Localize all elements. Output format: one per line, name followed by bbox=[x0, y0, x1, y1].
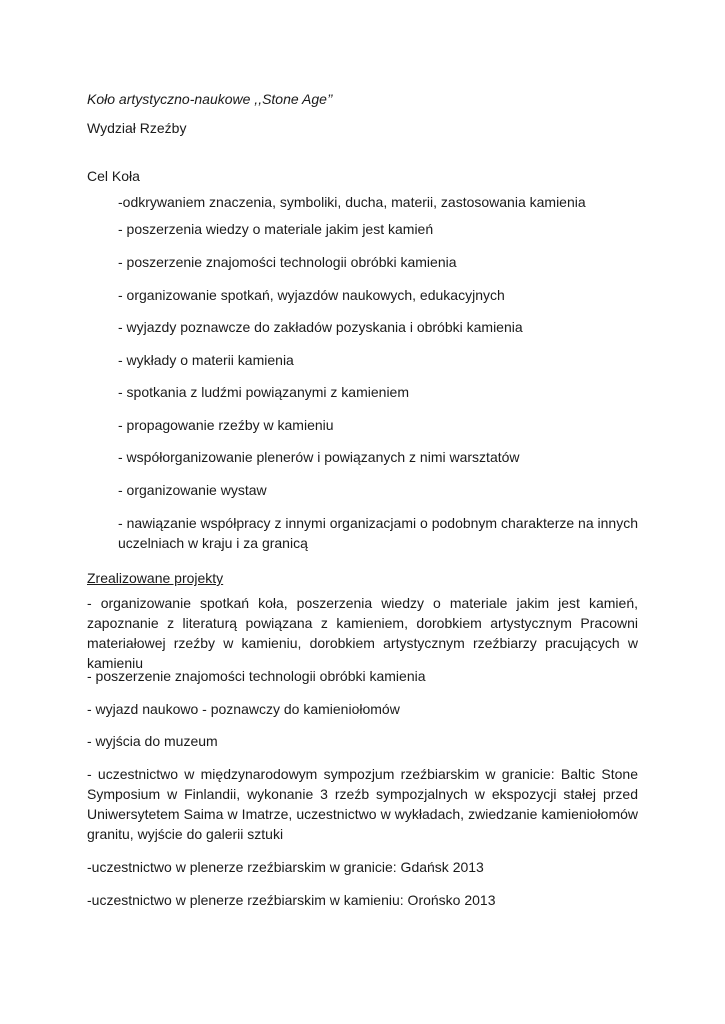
goal-item: - organizowanie spotkań, wyjazdów naukowych, edukacyjnych bbox=[118, 287, 505, 303]
goal-item: - wykłady o materii kamienia bbox=[118, 352, 294, 368]
goal-item: - poszerzenia wiedzy o materiale jakim jest kamień bbox=[118, 221, 434, 237]
goal-item: - nawiązanie współpracy z innymi organizacjami o podobnym charakterze na innych uczelniach w kraju i za granicą bbox=[118, 515, 638, 551]
projects-heading: Zrealizowane projekty bbox=[87, 570, 224, 586]
faculty-name: Wydział Rzeźby bbox=[87, 120, 187, 136]
goals-heading: Cel Koła bbox=[87, 168, 140, 184]
project-item: - poszerzenie znajomości technologii obróbki kamienia bbox=[87, 668, 426, 684]
goal-item: -odkrywaniem znaczenia, symboliki, ducha, materii, zastosowania kamienia bbox=[118, 194, 586, 210]
goal-item: - propagowanie rzeźby w kamieniu bbox=[118, 417, 334, 433]
document-title: Koło artystyczno-naukowe ,,Stone Age’’ bbox=[87, 91, 333, 107]
goal-item: - spotkania z ludźmi powiązanymi z kamieniem bbox=[118, 384, 409, 400]
project-item: - wyjazd naukowo - poznawczy do kamieniołomów bbox=[87, 701, 400, 717]
project-item: -uczestnictwo w plenerze rzeźbiarskim w kamieniu: Orońsko 2013 bbox=[87, 892, 496, 908]
goal-item: - organizowanie wystaw bbox=[118, 482, 267, 498]
goal-item: - współorganizowanie plenerów i powiązanych z nimi warsztatów bbox=[118, 449, 520, 465]
project-item: - organizowanie spotkań koła, poszerzenia wiedzy o materiale jakim jest kamień, zapoznanie z literaturą powiązana z kamieniem, dorobkiem artystycznym Pracowni materiałowej rzeźby w kamieniu, dorobkiem artystycznym rzeźbiarzy pracujących w kamieniu bbox=[87, 595, 638, 671]
goal-item: - wyjazdy poznawcze do zakładów pozyskania i obróbki kamienia bbox=[118, 319, 523, 335]
project-item: - wyjścia do muzeum bbox=[87, 733, 218, 749]
project-item: -uczestnictwo w plenerze rzeźbiarskim w granicie: Gdańsk 2013 bbox=[87, 859, 484, 875]
project-item: - uczestnictwo w międzynarodowym sympozjum rzeźbiarskim w granicie: Baltic Stone Symposium w Finlandii, wykonanie 3 rzeźb sympozjalnych w ekspozycji stałej przed Uniwersytetem Saima w Imatrze, uczestnictwo w wykładach, zwiedzanie kamieniołomów granitu, wyjście do galerii sztuki bbox=[87, 766, 638, 842]
goal-item: - poszerzenie znajomości technologii obróbki kamienia bbox=[118, 254, 457, 270]
